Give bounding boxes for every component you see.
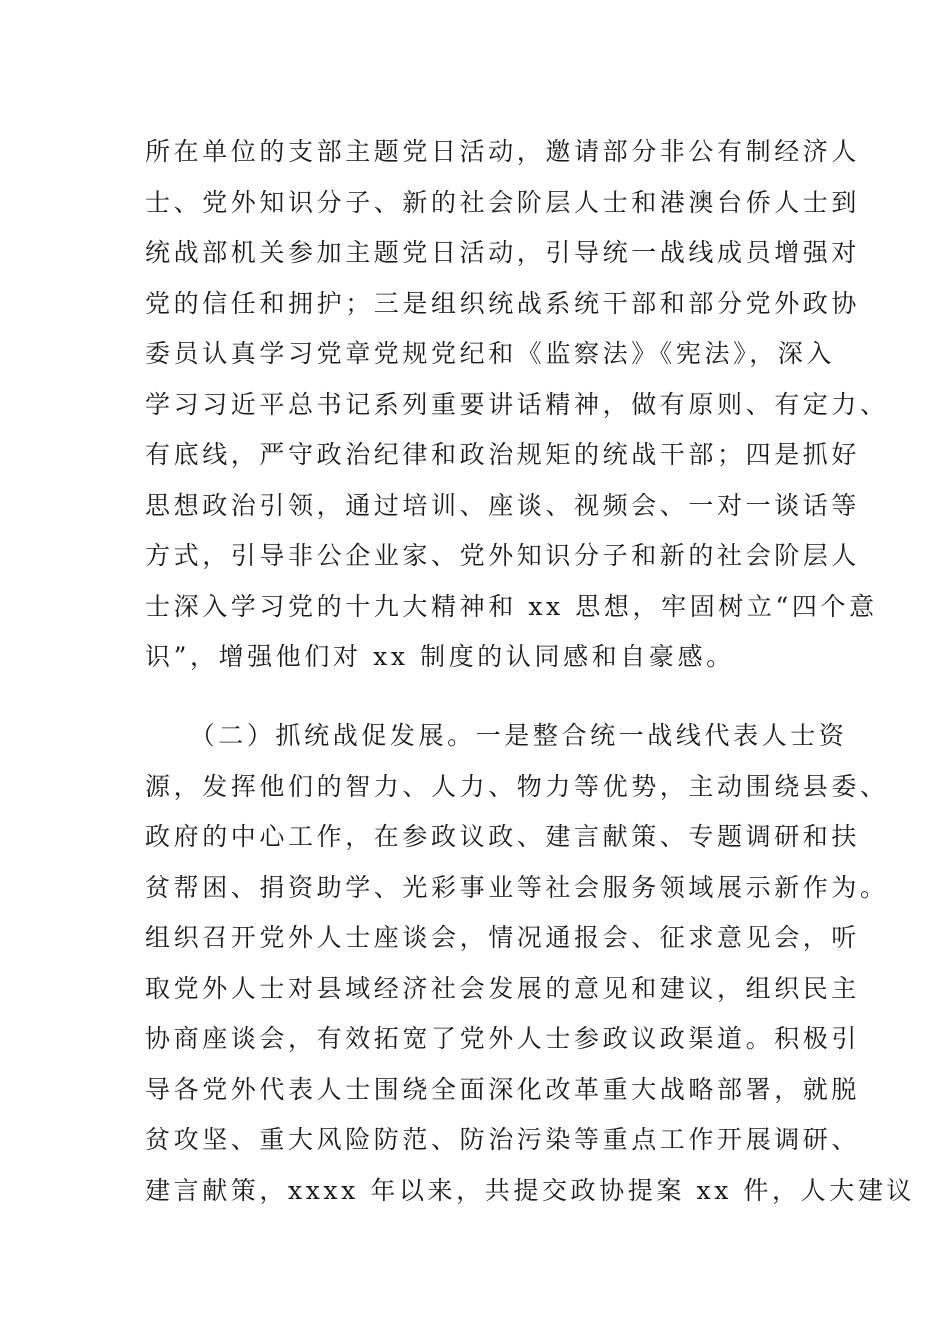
text-line: 取党外人士对县域经济社会发展的意见和建议，组织民主 [145,973,861,1003]
text-line: 统战部机关参加主题党日活动，引导统一战线成员增强对 [145,238,861,267]
text-line: 方式，引导非公企业家、党外知识分子和新的社会阶层人 [145,541,861,570]
text-line: 士深入学习党的十九大精神和 xx 思想，牢固树立“四个意 [145,591,878,621]
text-line: 贫攻坚、重大风险防范、防治污染等重点工作开展调研、 [145,1125,861,1154]
text-line: 组织召开党外人士座谈会，情况通报会、征求意见会，听 [145,923,861,952]
text-line: 源，发挥他们的智力、人力、物力等优势，主动围绕县委、 [145,771,889,801]
text-line: 学习习近平总书记系列重要讲话精神，做有原则、有定力、 [145,389,889,419]
text-line: 士、党外知识分子、新的社会阶层人士和港澳台侨人士到 [145,187,861,217]
paragraph-united-front-education [145,127,889,683]
section-heading-line: （二）抓统战促发展。一是整合统一战线代表人士资 [145,721,848,750]
text-line: 协商座谈会，有效拓宽了党外人士参政议政渠道。积极引 [145,1024,861,1053]
paragraph-united-front-development [145,711,916,1216]
text-line: 贫帮困、捐资助学、光彩事业等社会服务领域展示新作为。 [145,872,889,902]
text-line: 有底线，严守政治纪律和政治规矩的统战干部；四是抓好 [145,440,861,469]
text-line: 思想政治引领，通过培训、座谈、视频会、一对一谈话等 [145,490,861,520]
text-line: 建言献策，xxxx 年以来，共提交政协提案 xx 件，人大建议 [145,1175,916,1205]
text-line: 委员认真学习党章党规党纪和《监察法》《宪法》，深入 [145,339,836,368]
text-line: 所在单位的支部主题党日活动，邀请部分非公有制经济人 [145,137,861,166]
text-line: 党的信任和拥护；三是组织统战系统干部和部分党外政协 [145,288,861,318]
text-line: 政府的中心工作，在参政议政、建言献策、专题调研和扶 [145,822,861,851]
text-line: 识”，增强他们对 xx 制度的认同感和自豪感。 [145,642,735,671]
text-line: 导各党外代表人士围绕全面深化改革重大战略部署，就脱 [145,1074,861,1104]
